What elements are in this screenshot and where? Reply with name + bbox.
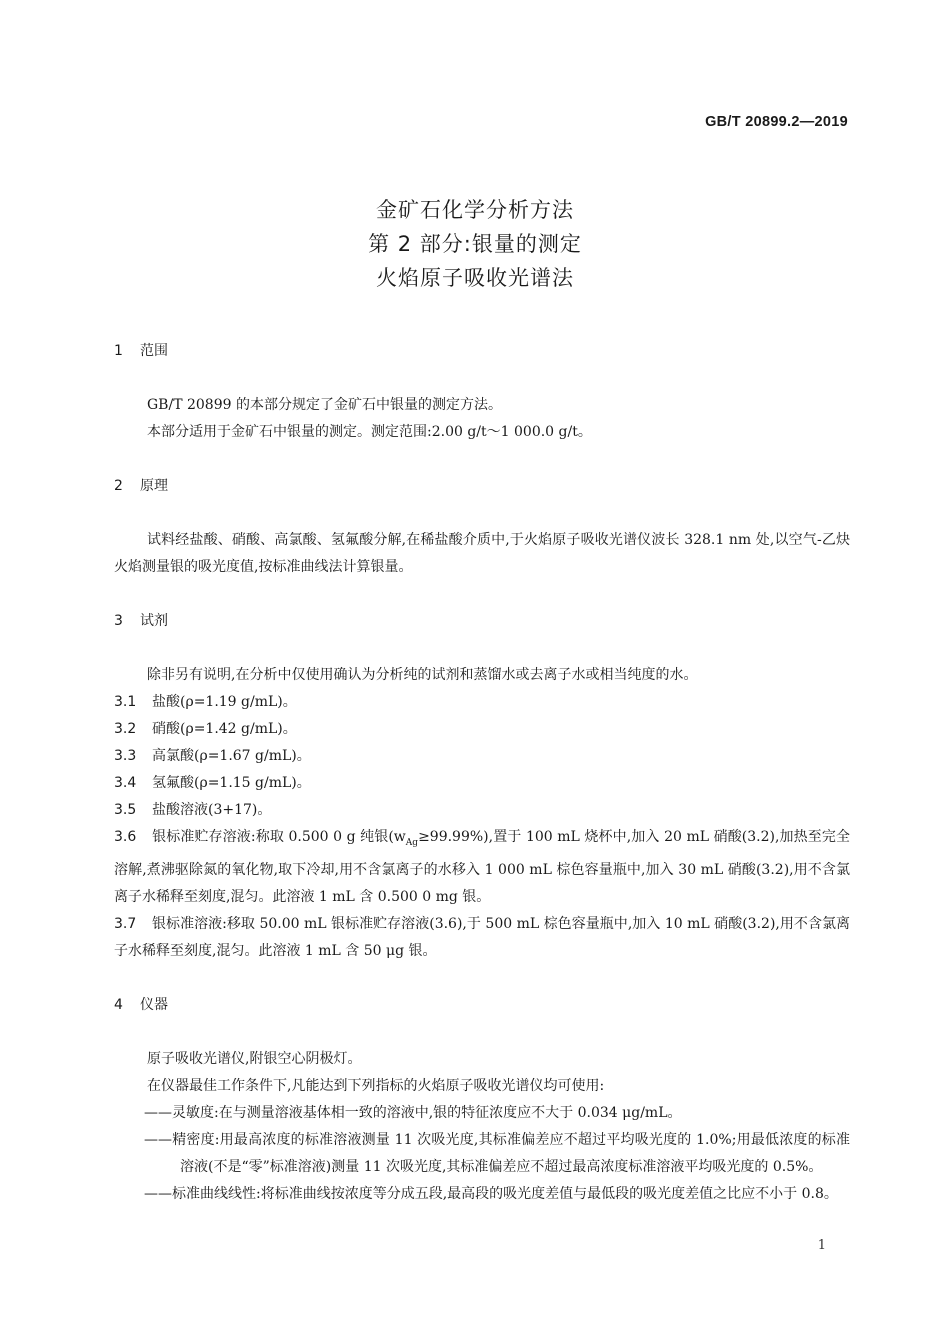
list-item [114,689,850,716]
section-title: 试剂 [140,613,168,629]
paragraph: 在仪器最佳工作条件下,凡能达到下列指标的火焰原子吸收光谱仪均可使用: [147,1077,605,1094]
list-item [114,716,850,743]
document-title [0,193,950,295]
section-heading-principle [114,473,850,500]
dash-item: ——标准曲线线性:将标准曲线按浓度等分成五段,最高段的吸光度差值与最低段的吸光度差值之比应不小于 0.8。 [144,1185,838,1202]
title-line-3: 火焰原子吸收光谱法 [376,266,574,290]
paragraph: 原子吸收光谱仪,附银空心阴极灯。 [147,1050,362,1067]
item-text: 硝酸(ρ=1.42 g/mL)。 [152,721,297,737]
list-item [114,911,850,965]
document-body [114,338,850,1208]
section-title: 范围 [140,343,168,359]
section-heading-scope [114,338,850,365]
item-number: 3.7 [114,915,137,932]
section-title: 仪器 [140,996,168,1013]
item-text: 高氯酸(ρ=1.67 g/mL)。 [152,748,311,764]
subscript: Ag [405,837,419,848]
list-item [114,743,850,770]
standard-code: GB/T 20899.2—2019 [705,114,848,130]
item-text: 盐酸(ρ=1.19 g/mL)。 [152,694,297,710]
paragraph: 本部分适用于金矿石中银量的测定。测定范围:2.00 g/t～1 000.0 g/t。 [147,424,592,440]
section-number: 4 [114,996,123,1013]
title-line-1: 金矿石化学分析方法 [376,198,574,222]
list-item [114,797,850,824]
item-number: 3.5 [114,802,137,818]
section-heading-apparatus [114,992,850,1019]
item-text: 银标准贮存溶液:称取 0.500 0 g 纯银(w [152,829,406,845]
paragraph: GB/T 20899 的本部分规定了金矿石中银量的测定方法。 [147,397,502,413]
item-number: 3.1 [114,694,137,710]
item-number: 3.4 [114,775,137,791]
item-text: 氢氟酸(ρ=1.15 g/mL)。 [152,775,311,791]
section-heading-reagents [114,608,850,635]
paragraph: 除非另有说明,在分析中仅使用确认为分析纯的试剂和蒸馏水或去离子水或相当纯度的水。 [147,667,698,683]
paragraph: 试料经盐酸、硝酸、高氯酸、氢氟酸分解,在稀盐酸介质中,于火焰原子吸收光谱仪波长 328.1 nm 处,以空气-乙炔火焰测量银的吸光度值,按标准曲线法计算银量。 [114,532,850,575]
dash-item: ——精密度:用最高浓度的标准溶液测量 11 次吸光度,其标准偏差应不超过平均吸光度的 1.0%;用最低浓度的标准溶液(不是“零”标准溶液)测量 11 次吸光度,其标准偏差应不超过最高浓度标准溶液平均吸光度的 0.5%。 [144,1131,850,1175]
item-text: ≥99.99%),置于 100 mL 烧杯中,加入 20 mL 硝酸(3.2),加热至完全溶解,煮沸驱除氮的氧化物,取下冷却,用不含氯离子的水移入 1 000 mL 棕色容量瓶中,加入 30 mL 硝酸(3.2),用不含氯离子水稀释至刻度,混匀。此溶液 1 mL 含 0.500 0 mg 银。 [114,829,850,905]
item-text: 银标准溶液:移取 50.00 mL 银标准贮存溶液(3.6),于 500 mL 棕色容量瓶中,加入 10 mL 硝酸(3.2),用不含氯离子水稀释至刻度,混匀。此溶液 1 mL 含 50 μg 银。 [114,915,850,959]
item-text: 盐酸溶液(3+17)。 [152,802,272,818]
dash-item: ——灵敏度:在与测量溶液基体相一致的溶液中,银的特征浓度应不大于 0.034 μg/mL。 [144,1104,682,1121]
section-number: 1 [114,343,123,359]
item-number: 3.2 [114,721,137,737]
section-number: 2 [114,478,123,494]
page-number: 1 [817,1238,826,1253]
list-item [114,770,850,797]
title-line-2: 第 2 部分:银量的测定 [368,232,582,256]
list-item [114,824,850,911]
section-title: 原理 [140,478,168,494]
item-number: 3.3 [114,748,137,764]
item-number: 3.6 [114,829,137,845]
section-number: 3 [114,613,123,629]
